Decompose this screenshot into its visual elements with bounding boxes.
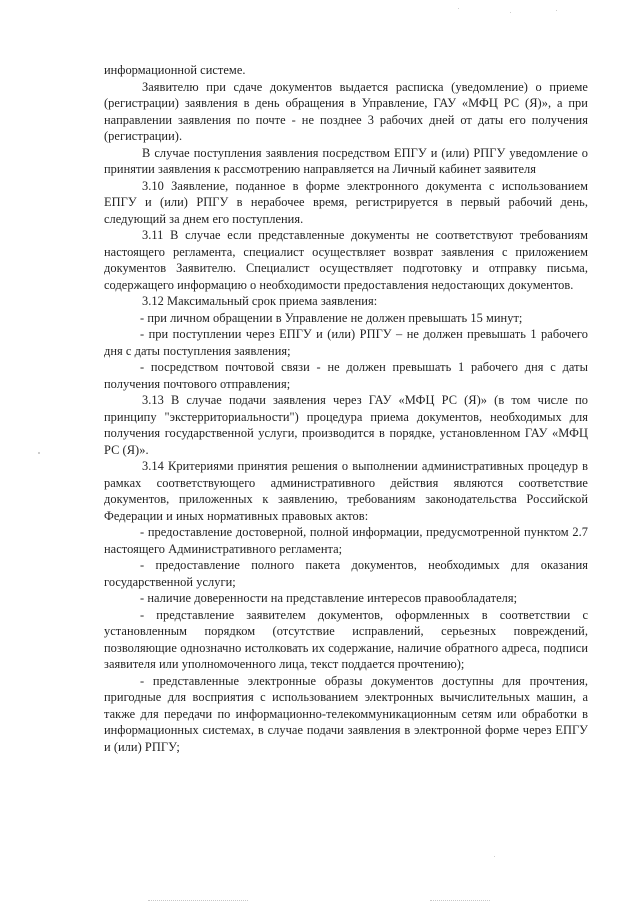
paragraph-3-11: 3.11 В случае если представленные документы не соответствуют требованиям настоящего регламента, специалист осуществляет возврат заявления с приложением документов Заявителю. Специалист осуществляет подготовку и отправку письма, содержащего информацию о необходимости предоставления недостающих документов. [104,228,588,292]
paragraph-epgu-notice: В случае поступления заявления посредством ЕПГУ и (или) РПГУ уведомление о принятии заявления к рассмотрению направляется на Личный кабинет заявителя [104,145,588,176]
scan-speck [38,452,40,454]
list-item-personal: - при личном обращении в Управление не должен превышать 15 минут; [140,310,523,325]
scan-speck [458,8,459,9]
list-item-post: - посредством почтовой связи - не должен превышать 1 рабочего дня с даты получения почтового отправления; [104,360,588,391]
scan-edge-line [430,900,490,901]
document-page [104,62,588,755]
scan-edge-line [148,900,248,901]
paragraph-3-13: 3.13 В случае подачи заявления через ГАУ «МФЦ РС (Я)» (в том числе по принципу "экстерриториальности") процедура приема документов, необходимых для получения государственной услуги, производится в порядке, установленном ГАУ «МФЦ РС (Я)». [104,393,588,457]
scan-speck [494,856,495,857]
list-item-epgu: - при поступлении через ЕПГУ и (или) РПГУ – не должен превышать 1 рабочего дня с даты поступления заявления; [104,327,588,358]
paragraph-continuation: информационной системе. [104,63,246,77]
criteria-item-power-of-attorney: - наличие доверенности на представление интересов правообладателя; [140,591,518,605]
scan-speck [556,10,557,11]
paragraph-3-12: 3.12 Максимальный срок приема заявления: [142,294,378,308]
criteria-item-package: - предоставление полного пакета документов, необходимых для оказания государственной услуги; [104,558,588,589]
criteria-item-documents-form: - представление заявителем документов, оформленных в соответствии с установленным порядком (отсутствие исправлений, серьезных повреждений, позволяющие однозначно истолковать их содержание, наличие обратного адреса, подписи заявителя или уполномоченного лица, текст поддается прочтению); [104,607,588,671]
paragraph-3-10: 3.10 Заявление, поданное в форме электронного документа с использованием ЕПГУ и (или) РПГУ в нерабочее время, регистрируется в первый рабочий день, следующий за днем его поступления. [104,178,588,226]
paragraph-receipt: Заявителю при сдаче документов выдается расписка (уведомление) о приеме (регистрации) заявления в день обращения в Управление, ГАУ «МФЦ РС (Я)», а при направлении заявления по почте - не позднее 3 рабочих дней от даты его получения (регистрации). [104,79,588,143]
criteria-item-info: - предоставление достоверной, полной информации, предусмотренной пунктом 2.7 настоящего Административного регламента; [104,525,588,556]
paragraph-3-14: 3.14 Критериями принятия решения о выполнении административных процедур в рамках соответствующего административного действия являются соответствие документов, приложенных к заявлению, требованиям законодательства Российской Федерации и иных нормативных правовых актов: [104,459,588,523]
criteria-item-electronic-images: - представленные электронные образы документов доступны для прочтения, пригодные для восприятия с использованием электронных вычислительных машин, а также для передачи по информационно-телекоммуникационным сетям или обработки в информационных системах, в случае подачи заявления в электронной форме через ЕПГУ и (или) РПГУ; [104,673,588,754]
scan-speck [510,12,511,13]
